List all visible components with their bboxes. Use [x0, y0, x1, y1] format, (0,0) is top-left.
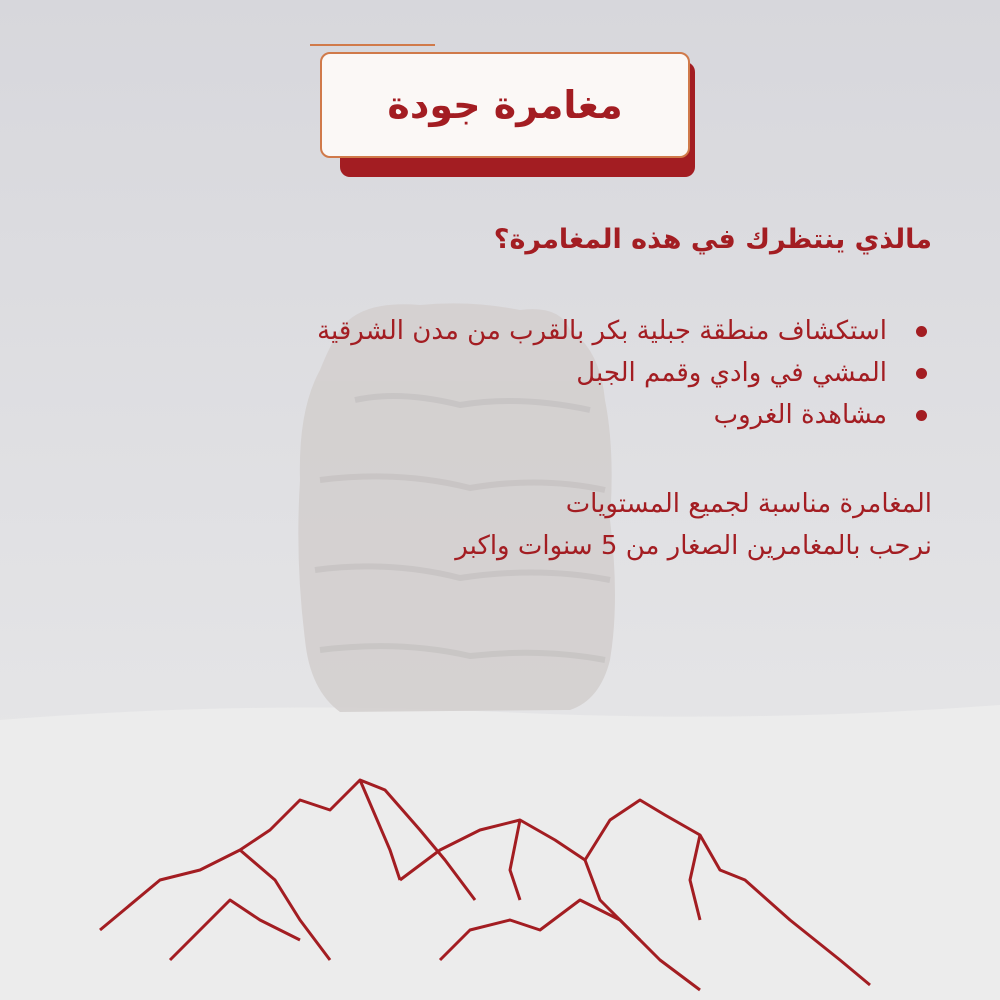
- activities-list: [212, 310, 932, 436]
- list-item-text: المشي في وادي وقمم الجبل: [576, 358, 887, 388]
- note-line: المغامرة مناسبة لجميع المستويات: [565, 489, 932, 519]
- list-item: [212, 394, 932, 436]
- bullet-icon: [916, 326, 927, 337]
- bullet-icon: [916, 410, 927, 421]
- page-title: مغامرة جودة: [387, 83, 623, 127]
- title-card: [310, 40, 705, 180]
- notes: [212, 483, 932, 567]
- title-card-outline: [310, 44, 435, 46]
- list-item: [212, 352, 932, 394]
- list-item-text: استكشاف منطقة جبلية بكر بالقرب من مدن الشرقية: [317, 316, 887, 346]
- list-item: [212, 310, 932, 352]
- bullet-icon: [916, 368, 927, 379]
- question-heading: مالذي ينتظرك في هذه المغامرة؟: [493, 224, 932, 255]
- content: [212, 215, 932, 567]
- note-line: نرحب بالمغامرين الصغار من 5 سنوات واكبر: [455, 531, 932, 561]
- list-item-text: مشاهدة الغروب: [713, 400, 887, 430]
- title-box: [320, 52, 690, 158]
